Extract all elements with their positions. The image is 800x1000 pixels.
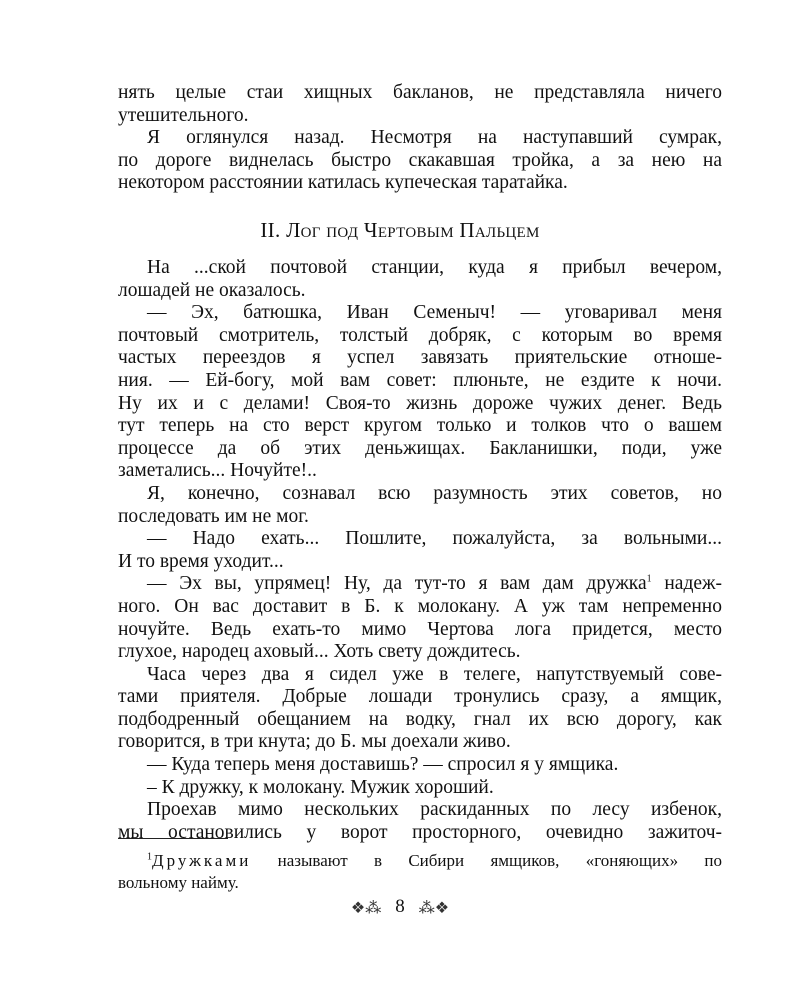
- line-text: Ну их и с делами! Своя-то жизнь дороже чужих денег. Ведь: [118, 392, 722, 414]
- text-line: [118, 393, 722, 416]
- line-text: – К дружку, к молокану. Мужик хороший.: [147, 776, 494, 798]
- ornament-left-icon: ❖⁂: [350, 899, 382, 917]
- text-line: [118, 460, 722, 483]
- text-line: [118, 641, 722, 664]
- text-line: [118, 82, 722, 105]
- line-text: говорится, в три кнута; до Б. мы доехали живо.: [118, 731, 511, 753]
- footnote: [118, 850, 722, 894]
- line-text: Проехав мимо нескольких раскиданных по лесу избенок,: [147, 799, 722, 821]
- text-line: [118, 302, 722, 325]
- footnote-line: вольному найму.: [118, 873, 239, 892]
- text-line: [118, 506, 722, 529]
- text-block-main: [118, 257, 722, 844]
- line-text: почтовый смотритель, толстый добряк, с которым во время: [118, 324, 722, 346]
- text-line: [118, 127, 722, 150]
- line-text: тами приятеля. Добрые лошади тронулись сразу, а ямщик,: [118, 686, 722, 708]
- chapter-heading: II. Лог под Чертовым Пальцем: [260, 218, 540, 242]
- text-block-top: [118, 82, 722, 195]
- text-line: [118, 596, 722, 619]
- text-line: [118, 172, 722, 195]
- line-text: по дороге виднелась быстро скакавшая тройка, а за нею на: [118, 149, 722, 171]
- text-line: [118, 370, 722, 393]
- page-footer: [0, 896, 800, 918]
- text-line: [118, 551, 722, 574]
- text-line: [118, 105, 722, 128]
- text-line: [118, 438, 722, 461]
- text-line: [118, 415, 722, 438]
- line-text: Я, конечно, сознавал всю разумность этих советов, но: [147, 482, 722, 504]
- line-text: — Куда теперь меня доставишь? — спросил я у ямщика.: [147, 754, 619, 776]
- line-text: утешительного.: [118, 104, 249, 126]
- footnote-ref[interactable]: 1: [646, 573, 652, 585]
- line-text: Часа через два я сидел уже в телеге, напутствуемый сове-: [147, 663, 722, 685]
- line-text: частых переездов я успел завязать приятельские отноше-: [118, 347, 722, 369]
- line-text: заметались... Ночуйте!..: [118, 460, 317, 482]
- line-text: нять целые стаи хищных бакланов, не представляла ничего: [118, 82, 722, 103]
- line-text: некотором расстоянии катилась купеческая таратайка.: [118, 172, 568, 194]
- line-text: надеж-: [651, 573, 722, 595]
- footnote-mark: 1: [147, 851, 152, 863]
- line-text: последовать им не мог.: [118, 505, 309, 527]
- line-text: И то время уходит...: [118, 550, 284, 572]
- line-text: Я оглянулся назад. Несмотря на наступавший сумрак,: [147, 127, 722, 149]
- line-text: процессе да об этих деньжищах. Бакланишки, поди, уже: [118, 437, 722, 459]
- ornament-right-icon: ⁂❖: [418, 899, 450, 917]
- page-number: 8: [395, 896, 405, 917]
- text-line: [118, 664, 722, 687]
- text-line: [118, 686, 722, 709]
- text-line: [118, 573, 722, 596]
- line-text: — Эх, батюшка, Иван Семеныч! — уговаривал меня: [147, 302, 722, 324]
- line-text: — Надо ехать... Пошлите, пожалуйста, за вольными...: [147, 528, 722, 550]
- text-line: [118, 799, 722, 822]
- footnote-term: Дружками: [152, 851, 252, 870]
- text-line: [118, 483, 722, 506]
- text-line: [118, 150, 722, 173]
- line-text: — Эх вы, упрямец! Ну, да тут-то я вам дам дружка: [147, 573, 647, 595]
- line-text: ного. Он вас доставит в Б. к молокану. А уж там непременно: [118, 595, 722, 617]
- line-text: ночуйте. Ведь ехать-то мимо Чертова лога придется, место: [118, 618, 722, 640]
- line-text: мы остановились у ворот просторного, очевидно зажиточ-: [118, 821, 722, 843]
- text-line: [118, 257, 722, 280]
- line-text: ния. — Ей-богу, мой вам совет: плюньте, не ездите к ночи.: [118, 369, 722, 391]
- footnote-line: [118, 850, 722, 872]
- text-line: [118, 619, 722, 642]
- line-text: подбодренный обещанием на водку, гнал их всю дорогу, как: [118, 708, 722, 730]
- text-line: [118, 754, 722, 777]
- text-line: [118, 709, 722, 732]
- text-line: [118, 280, 722, 303]
- text-line: [118, 777, 722, 800]
- footnote-text: называют в Сибири ямщиков, «гоняющих» по: [251, 851, 722, 870]
- line-text: лошадей не оказалось.: [118, 279, 306, 301]
- text-line: [118, 731, 722, 754]
- line-text: глухое, народец аховый... Хоть свету дождитесь.: [118, 641, 521, 663]
- text-line: [118, 528, 722, 551]
- text-line: [118, 325, 722, 348]
- line-text: На ...ской почтовой станции, куда я прибыл вечером,: [147, 257, 722, 278]
- text-line: [118, 822, 722, 845]
- footnote-divider: [118, 838, 228, 839]
- text-line: [118, 347, 722, 370]
- line-text: тут теперь на сто верст кругом только и толков что о вашем: [118, 415, 722, 437]
